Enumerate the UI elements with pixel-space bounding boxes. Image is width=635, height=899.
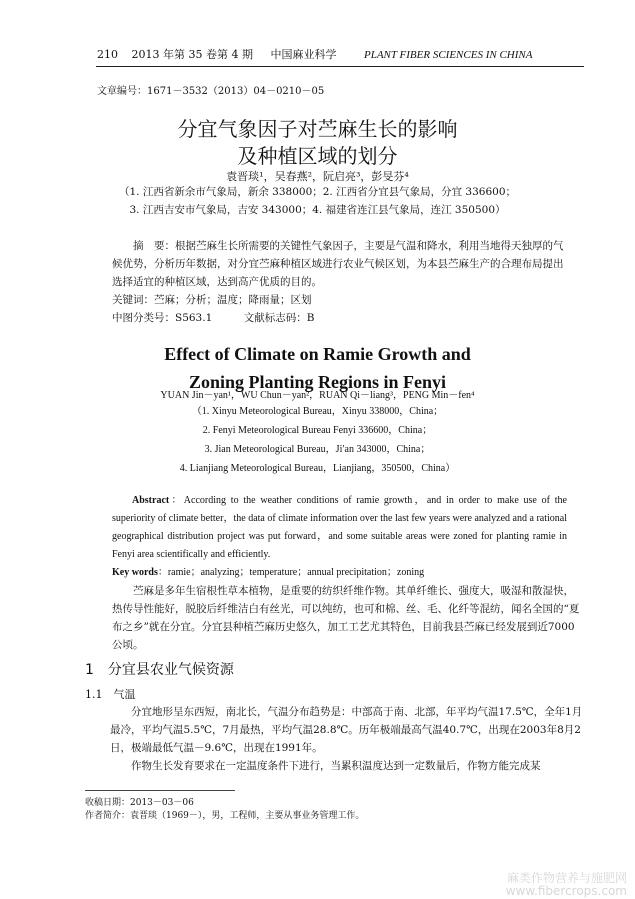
footnote-rule (85, 790, 235, 791)
author-bio: 作者简介：袁晋琰（1969－），男，工程师，主要从事业务管理工作。 (85, 811, 365, 821)
abstract-en-text: ：According to the weather conditions of ramie growth，and in order to make use of the superiority of climate better，the data of climate information over the last few years were analyzed and a rational geographical distribution project was put forward，and some suitable areas were zoned for planting ramie in Fenyi area scientifically and efficiently. (112, 495, 567, 560)
journal-name-zh: 中国麻业科学 (270, 48, 337, 61)
clc-number: 中图分类号：S563.1 文献标志码：B (112, 312, 315, 324)
keywords-zh: 关键词：苎麻；分析；温度；降雨量；区划 (112, 294, 312, 306)
title-zh (0, 116, 635, 170)
authors-zh: 袁晋琰¹，吴春燕²，阮启亮³，彭旻芬⁴ (226, 170, 409, 183)
temperature-paragraph: 分宜地形呈东西短，南北长，气温分布趋势是：中部高于南、北部，年平均气温17.5℃，全年1月最冷，平均气温5.5℃，7月最热，平均气温28.8℃。历年极端最高气温40.7℃，出现在2003年8月2日，极端最低气温－9.6℃，出现在1991年。 (110, 706, 583, 754)
affiliation-en-line: 3. Jian Meteorological Bureau，Ji′an 343000，China； (204, 444, 431, 455)
affiliation-zh-line: （1. 江西省新余市气象局，新余 338000；2. 江西省分宜县气象局，分宜 336600； (118, 186, 517, 198)
abstract-zh (112, 237, 572, 327)
footnote (85, 797, 364, 823)
watermark-line: www.fibercrops.com (505, 884, 627, 898)
journal-name-en: PLANT FIBER SCIENCES IN CHINA (363, 49, 533, 61)
received-date: 收稿日期：2013－03－06 (85, 798, 194, 808)
keywords-en-label: Key words (112, 567, 158, 578)
abstract-zh-text: 根据苎麻生长所需要的关键性气象因子，主要是气温和降水，利用当地得天独厚的气候优势，分析历年数据，对分宜苎麻种植区域进行农业气候区划，为本县苎麻生产的合理布局提出选择适宜的种植区域，达到高产优质的目的。 (112, 240, 564, 288)
title-zh-line2: 及种植区域的划分 (237, 144, 398, 168)
running-header (97, 46, 532, 62)
temperature-section (110, 703, 585, 775)
page-number: 210 (97, 48, 118, 61)
growth-paragraph: 作物生长发育要求在一定温度条件下进行，当累积温度达到一定数量后，作物方能完成某 (131, 760, 541, 772)
intro-paragraph (112, 582, 582, 654)
authors-en: YUAN Jin－yan¹，WU Chun－yan²，RUAN Qi－liang³，PENG Min－fen⁴ (160, 390, 475, 401)
issue-info: 2013 年第 35 卷第 4 期 (131, 48, 253, 61)
affiliations-en (0, 402, 635, 478)
article-id: 文章编号：1671－3532（2013）04－0210－05 (97, 86, 325, 97)
intro-text: 苎麻是多年生宿根性草本植物，是重要的纺织纤维作物。其单纤维长、强度大，吸湿和散湿快，热传导性能好，脱胶后纤维洁白有丝光，可以纯纺，也可和棉、丝、毛、化纤等混纺，闻名全国的“夏布之乡”就在分宜。分宜县种植苎麻历史悠久，加工工艺尤其特色，目前我县苎麻已经发展到近7000公顷。 (112, 585, 580, 651)
watermark-line: 麻类作物营养与施肥网 (506, 871, 627, 885)
affiliation-en-line: （1. Xinyu Meteorological Bureau，Xinyu 338000，China； (191, 406, 444, 417)
abstract-en (112, 492, 567, 582)
section-heading-1-1: 1.1 气温 (85, 688, 136, 701)
title-zh-line1: 分宜气象因子对苎麻生长的影响 (177, 117, 458, 141)
section-heading-1: 1 分宜县农业气候资源 (85, 662, 234, 678)
affiliation-zh-line: 3. 江西吉安市气象局，吉安 343000；4. 福建省连江县气象局，连江 350500） (129, 204, 506, 216)
watermark (506, 872, 627, 898)
affiliation-en-line: 4. Lianjiang Meteorological Bureau，Lianjiang，350500，China） (179, 463, 456, 474)
affiliations-zh (0, 183, 635, 219)
affiliation-en-line: 2. Fenyi Meteorological Bureau Fenyi 336600，China； (202, 425, 433, 436)
keywords-en-text: ：ramie；analyzing；temperature；annual precipitation；zoning (157, 567, 425, 578)
header-rule (96, 66, 584, 67)
title-en-line2: Zoning Planting Regions in Fenyi (188, 372, 447, 392)
abstract-en-label: Abstract (132, 495, 170, 506)
abstract-zh-label: 摘 要： (133, 240, 175, 252)
title-en-line1: Effect of Climate on Ramie Growth and (164, 344, 471, 364)
